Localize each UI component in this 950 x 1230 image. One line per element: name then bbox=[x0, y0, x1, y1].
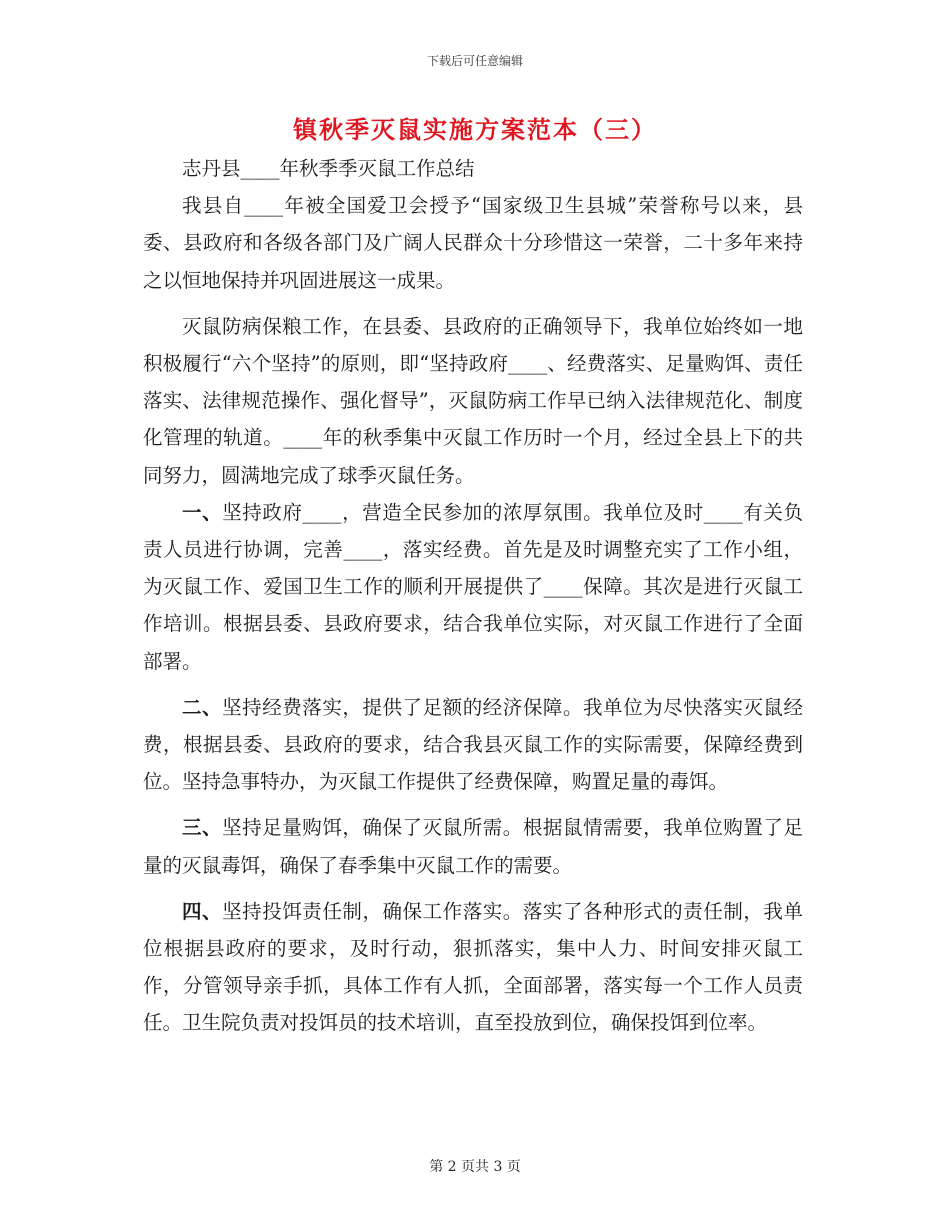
page-footer: 第 2 页共 3 页 bbox=[429, 1159, 521, 1175]
document-body bbox=[143, 150, 803, 1042]
document-title: 镇秋季灭鼠实施方案范本（三） bbox=[293, 115, 657, 144]
paragraph-principles: 灭鼠防病保粮工作，在县委、县政府的正确领导下，我单位始终如一地积极履行“六个坚持”的原则，即“坚持政府____、经费落实、足量购饵、责任落实、法律规范操作、强化督导”，灭鼠防病工作早已纳入法律规范化、制度化管理的轨道。____年的秋季集中灭鼠工作历时一个月，经过全县上下的共同努力，圆满地完成了球季灭鼠任务。 bbox=[143, 314, 803, 487]
paragraph-section-2: 二、坚持经费落实，提供了足额的经济保障。我单位为尽快落实灭鼠经费，根据县委、县政府的要求，结合我县灭鼠工作的实际需要，保障经费到位。坚持急事特办，为灭鼠工作提供了经费保障，购置足量的毒饵。 bbox=[143, 695, 803, 794]
paragraph-section-3: 三、坚持足量购饵，确保了灭鼠所需。根据鼠情需要，我单位购置了足量的灭鼠毒饵，确保了春季集中灭鼠工作的需要。 bbox=[143, 816, 803, 877]
section-2-lead: 二、 bbox=[182, 695, 223, 719]
section-1-lead: 一、 bbox=[182, 500, 223, 524]
paragraph-subtitle: 志丹县____年秋季季灭鼠工作总结 bbox=[182, 157, 475, 180]
section-4-lead: 四、 bbox=[182, 899, 223, 923]
section-3-lead: 三、 bbox=[182, 816, 223, 840]
paragraph-section-4: 四、坚持投饵责任制，确保工作落实。落实了各种形式的责任制，我单位根据县政府的要求，及时行动，狠抓落实，集中人力、时间安排灭鼠工作，分管领导亲手抓，具体工作有人抓，全面部署，落实每一个工作人员责任。卫生院负责对投饵员的技术培训，直至投放到位，确保投饵到位率。 bbox=[143, 899, 803, 1035]
header-note: 下载后可任意编辑 bbox=[426, 54, 523, 68]
paragraph-section-1: 一、坚持政府____，营造全民参加的浓厚氛围。我单位及时____有关负责人员进行协调，完善____，落实经费。首先是及时调整充实了工作小组，为灭鼠工作、爱国卫生工作的顺利开展提供了____保障。其次是进行灭鼠工作培训。根据县委、县政府要求，结合我单位实际，对灭鼠工作进行了全面部署。 bbox=[143, 500, 803, 673]
paragraph-intro: 我县自____年被全国爱卫会授予“国家级卫生县城”荣誉称号以来，县委、县政府和各级各部门及广阔人民群众十分珍惜这一荣誉，二十多年来持之以恒地保持并巩固进展这一成果。 bbox=[143, 194, 803, 292]
